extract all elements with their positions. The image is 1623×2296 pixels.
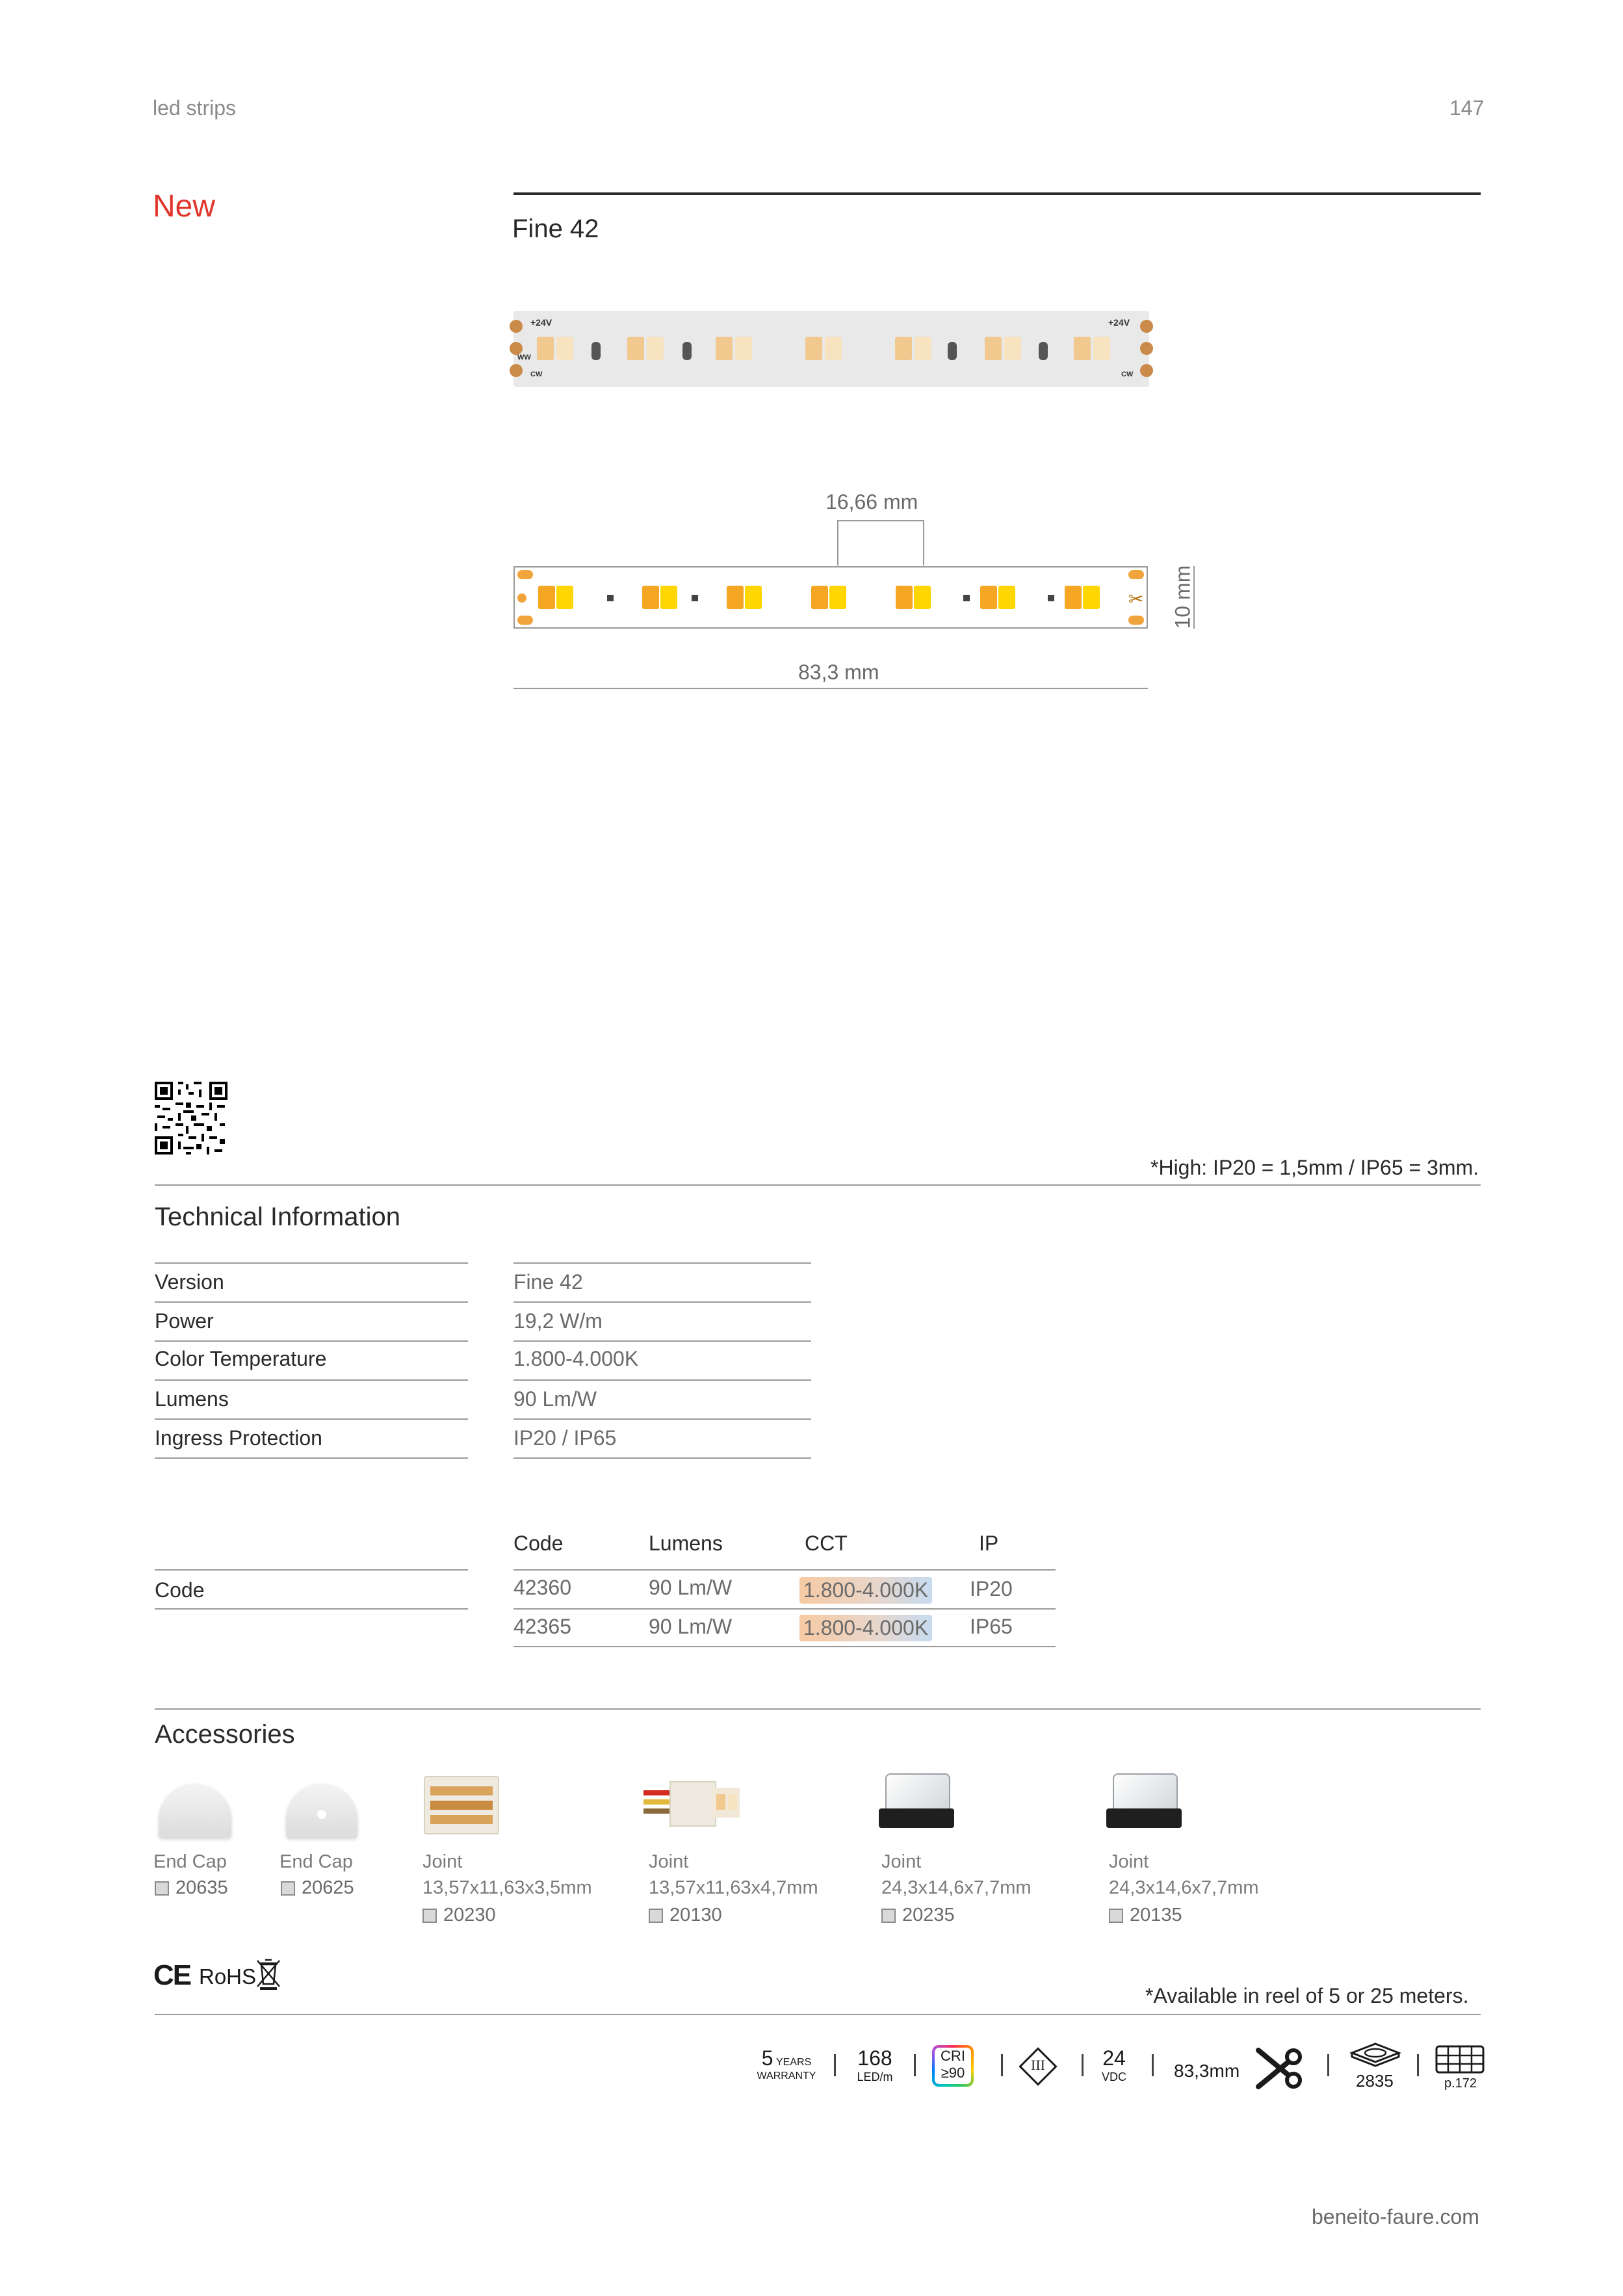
profile-grid-icon <box>1435 2045 1485 2074</box>
checkbox-icon <box>281 1881 295 1896</box>
led-density-icon <box>849 2046 901 2084</box>
table-rule <box>155 1301 468 1303</box>
table-rule <box>155 1608 468 1610</box>
accessory-name: Joint <box>1109 1851 1149 1872</box>
checkbox-icon <box>881 1909 896 1923</box>
end-cap-hole <box>317 1810 326 1819</box>
joint-contact <box>430 1786 493 1795</box>
resistor <box>1048 595 1054 601</box>
technical-title: Technical Information <box>155 1203 400 1231</box>
cct-cell: 1.800-4.000K <box>799 1615 932 1641</box>
code-label: Code <box>155 1578 205 1602</box>
solder-pad <box>517 594 526 603</box>
end-cap-image <box>286 1784 357 1838</box>
resistor <box>607 595 614 601</box>
accessory-code-value: 20625 <box>302 1877 354 1898</box>
resistor <box>682 342 692 360</box>
joint-wire <box>643 1790 672 1795</box>
led-chip <box>728 1794 737 1810</box>
resistor <box>948 342 957 360</box>
lumens-header: Lumens <box>649 1532 723 1555</box>
checkbox-icon <box>649 1909 663 1923</box>
spec-value: 19,2 W/m <box>513 1309 603 1333</box>
table-rule <box>513 1340 811 1342</box>
marker-24v-left: +24V <box>530 317 552 328</box>
voltage-unit: VDC <box>1101 2070 1126 2083</box>
page-reference: p.172 <box>1444 2076 1477 2091</box>
table-rule <box>155 1340 468 1342</box>
code-header: Code <box>513 1532 564 1555</box>
product-title: Fine 42 <box>512 215 599 243</box>
warranty-years: 5 <box>761 2046 773 2070</box>
table-rule <box>513 1457 811 1459</box>
lumens-cell: 90 Lm/W <box>649 1615 733 1638</box>
solder-pad <box>510 364 523 377</box>
accessory-dimensions: 13,57x11,63x3,5mm <box>422 1877 592 1898</box>
end-cap-image <box>159 1784 231 1838</box>
cut-mark-icon: ✂ <box>1128 589 1144 609</box>
accessory-dimensions: 24,3x14,6x7,7mm <box>881 1877 1032 1898</box>
marker-cw-right: CW <box>1121 371 1134 378</box>
joint-base <box>1106 1808 1182 1828</box>
resistor <box>1039 342 1048 360</box>
marker-24v-right: +24V <box>1108 317 1130 328</box>
strip-photo <box>513 311 1149 387</box>
checkbox-icon <box>155 1881 169 1896</box>
accessory-code-value: 20635 <box>175 1877 228 1898</box>
cri-label: CRI <box>941 2048 965 2064</box>
joint-image <box>424 1776 499 1834</box>
joint-contact <box>430 1801 493 1810</box>
high-note: *High: IP20 = 1,5mm / IP65 = 3mm. <box>1150 1156 1479 1179</box>
separator <box>1152 2054 1154 2076</box>
ce-mark-icon: CE <box>153 1959 191 1991</box>
joint-wire <box>643 1799 672 1805</box>
table-rule <box>513 1608 1056 1610</box>
strip-drawing <box>513 566 1148 629</box>
spec-value: 90 Lm/W <box>513 1387 597 1411</box>
accessory-dimensions: 13,57x11,63x4,7mm <box>649 1877 818 1898</box>
joint-base <box>879 1808 954 1828</box>
table-rule <box>155 1569 468 1571</box>
accessory-code-value: 20135 <box>1130 1905 1182 1925</box>
accessory-name: Joint <box>881 1851 922 1872</box>
rohs-label: RoHS <box>199 1964 257 1989</box>
joint-wire <box>643 1808 672 1814</box>
separator <box>834 2054 836 2076</box>
spec-value: Fine 42 <box>513 1270 583 1294</box>
accessory-code <box>422 1905 496 1926</box>
divider <box>155 2014 1481 2015</box>
joint-body <box>669 1781 716 1827</box>
table-rule <box>513 1301 811 1303</box>
accessory-code-value: 20230 <box>443 1905 496 1925</box>
cri-value: ≥90 <box>941 2065 965 2081</box>
separator <box>1001 2054 1003 2076</box>
accessory-code <box>1109 1905 1182 1926</box>
accessory-dimensions: 24,3x14,6x7,7mm <box>1109 1877 1259 1898</box>
table-rule <box>513 1379 811 1381</box>
joint-image <box>643 1779 741 1831</box>
section-title: led strips <box>153 96 237 120</box>
separator <box>1082 2054 1084 2076</box>
resistor <box>591 342 601 360</box>
code-cell: 42365 <box>513 1615 571 1638</box>
marker-cw-left: CW <box>530 371 543 378</box>
ip-cell: IP20 <box>970 1577 1013 1600</box>
height-dimension: 10 mm <box>1171 565 1195 629</box>
table-rule <box>513 1418 811 1420</box>
spec-label: Lumens <box>155 1387 229 1411</box>
table-rule <box>155 1457 468 1459</box>
marker-ww: WW <box>517 354 531 361</box>
checkbox-icon <box>422 1909 437 1923</box>
spec-label: Color Temperature <box>155 1347 327 1370</box>
cri-inner <box>935 2048 971 2084</box>
separator <box>1417 2054 1419 2076</box>
spec-label: Ingress Protection <box>155 1426 322 1450</box>
cut-length: 83,3mm <box>1174 2061 1240 2081</box>
accessory-code <box>281 1877 354 1899</box>
table-rule <box>513 1262 811 1264</box>
solder-pad <box>517 570 533 579</box>
voltage-value: 24 <box>1102 2046 1126 2070</box>
divider <box>155 1708 1481 1710</box>
class-iii-icon <box>1019 2048 1058 2087</box>
qr-code <box>155 1082 227 1155</box>
length-dimension-line <box>513 688 1148 689</box>
joint-strip <box>712 1788 740 1818</box>
table-rule <box>155 1418 468 1420</box>
spec-value: 1.800-4.000K <box>513 1347 639 1370</box>
separator <box>914 2054 916 2076</box>
solder-pad <box>1140 364 1153 377</box>
ip-header: IP <box>979 1532 999 1555</box>
joint-image <box>1106 1763 1184 1834</box>
class-iii-label: III <box>1031 2057 1045 2073</box>
table-rule <box>155 1262 468 1264</box>
lumens-cell: 90 Lm/W <box>649 1576 733 1599</box>
chip-label: 2835 <box>1356 2071 1394 2091</box>
voltage-icon <box>1095 2046 1134 2084</box>
accessory-code <box>881 1905 955 1926</box>
divider <box>155 1184 1481 1186</box>
cct-cell: 1.800-4.000K <box>799 1577 932 1604</box>
solder-pad <box>517 616 533 625</box>
table-rule <box>513 1646 1056 1647</box>
length-dimension: 83,3 mm <box>798 660 879 684</box>
resistor <box>963 595 970 601</box>
accessory-name: Joint <box>649 1851 689 1872</box>
website[interactable]: beneito-faure.com <box>1312 2205 1479 2228</box>
accessory-code-value: 20130 <box>669 1905 722 1925</box>
scissors-icon <box>1256 2048 1305 2089</box>
accessory-code <box>155 1877 228 1899</box>
solder-pad <box>1128 616 1144 625</box>
warranty-label: WARRANTY <box>757 2070 816 2081</box>
cct-header: CCT <box>805 1532 848 1555</box>
solder-pad <box>510 342 523 355</box>
warranty-unit: YEARS <box>776 2057 812 2068</box>
cri-icon <box>932 2045 974 2087</box>
joint-image <box>879 1763 957 1834</box>
title-rule <box>513 192 1481 195</box>
spec-label: Version <box>155 1270 224 1294</box>
segment-dimension-tick <box>923 520 924 566</box>
accessory-name: End Cap <box>153 1851 227 1872</box>
accessory-name: Joint <box>422 1851 463 1872</box>
segment-dimension-line <box>838 520 923 521</box>
table-rule <box>513 1569 1056 1571</box>
warranty-icon <box>754 2046 819 2082</box>
accessory-code <box>649 1905 722 1926</box>
led-unit: LED/m <box>857 2070 893 2083</box>
led-chip <box>716 1794 725 1810</box>
solder-pad <box>1140 320 1153 333</box>
solder-pad <box>510 320 523 333</box>
led-count: 168 <box>857 2046 892 2070</box>
separator <box>1327 2054 1329 2076</box>
weee-bin-icon <box>255 1958 282 1990</box>
new-badge: New <box>153 189 216 224</box>
reel-note: *Available in reel of 5 or 25 meters. <box>1145 1984 1469 2007</box>
segment-dimension-tick <box>837 520 838 566</box>
page-number: 147 <box>1449 96 1485 120</box>
spec-label: Power <box>155 1309 214 1333</box>
ip-cell: IP65 <box>970 1615 1013 1638</box>
accessories-title: Accessories <box>155 1720 295 1749</box>
checkbox-icon <box>1109 1909 1123 1923</box>
table-rule <box>155 1379 468 1381</box>
joint-contact <box>430 1815 493 1824</box>
spec-value: IP20 / IP65 <box>513 1426 617 1450</box>
solder-pad <box>1140 342 1153 355</box>
segment-dimension: 16,66 mm <box>825 490 918 514</box>
resistor <box>692 595 698 601</box>
code-cell: 42360 <box>513 1576 571 1599</box>
accessory-name: End Cap <box>279 1851 353 1872</box>
solder-pad <box>1128 570 1144 579</box>
accessory-code-value: 20235 <box>902 1905 955 1925</box>
chip-2835-icon <box>1349 2041 1401 2070</box>
